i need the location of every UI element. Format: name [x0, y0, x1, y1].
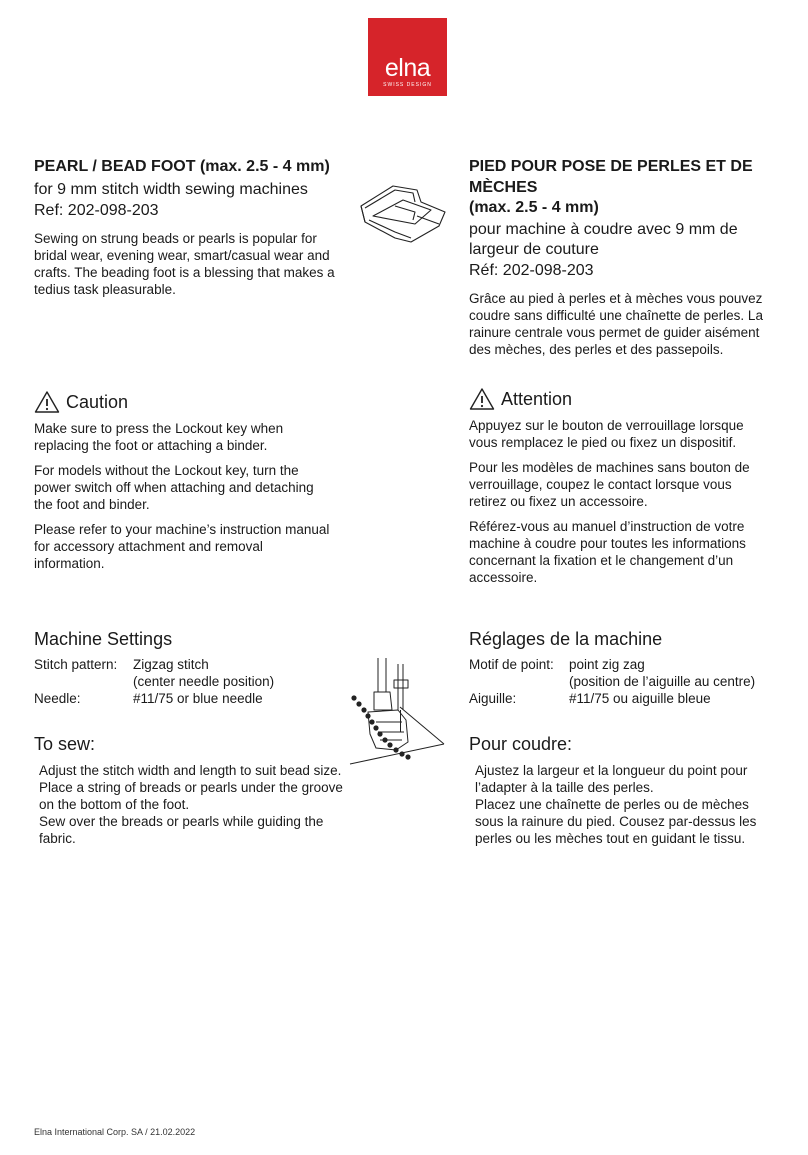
en-caution-heading — [34, 390, 128, 414]
fr-settings-table — [469, 656, 755, 707]
fr-title-size: (max. 2.5 - 4 mm) — [469, 199, 599, 216]
fr-stitch-label: Motif de point: — [469, 657, 554, 672]
fr-caution-title: Attention — [501, 389, 573, 409]
fr-sew-step: Ajustez la largeur et la longueur du point pour l’adapter à la taille des perles. — [475, 763, 748, 795]
fr-intro: Grâce au pied à perles et à mèches vous pouvez coudre sans difficulté une chaînette de perles. La rainure centrale vous permet de guider aisément des mèches, des perles et des passepoils. — [469, 291, 763, 357]
en-settings-title: Machine Settings — [34, 629, 173, 649]
fr-subtitle: pour machine à coudre avec 9 mm de largeur de couture — [469, 221, 738, 258]
en-needle-label: Needle: — [34, 691, 81, 706]
fr-stitch-value: point zig zag — [569, 657, 645, 672]
pearl-foot-illustration — [355, 180, 450, 250]
en-title: PEARL / BEAD FOOT (max. 2.5 - 4 mm) — [34, 158, 330, 175]
footer-text: Elna International Corp. SA / 21.02.2022 — [34, 1127, 196, 1137]
fr-caution-paragraph: Pour les modèles de machines sans bouton de verrouillage, coupez le contact lorsque vous retirez ou fixez un accessoire. — [469, 460, 750, 509]
en-stitch-label: Stitch pattern: — [34, 657, 118, 672]
fr-sew-steps — [475, 762, 770, 847]
logo-word: elna — [384, 54, 431, 82]
en-settings-table — [34, 656, 274, 707]
en-stitch-value: Zigzag stitch — [133, 657, 209, 672]
fr-settings-title: Réglages de la machine — [469, 629, 663, 649]
en-caution-paragraph: Please refer to your machine’s instruction manual for accessory attachment and removal information. — [34, 522, 330, 571]
fr-needle-value: #11/75 ou aiguille bleue — [569, 691, 711, 706]
fr-title: PIED POUR POSE DE PERLES ET DE MÈCHES — [469, 158, 753, 196]
en-stitch-note: (center needle position) — [133, 674, 275, 689]
fr-caution-paragraph: Appuyez sur le bouton de verrouillage lorsque vous remplacez le pied ou fixez un dispositif. — [469, 418, 744, 450]
fr-needle-label: Aiguille: — [469, 691, 517, 706]
en-caution-body — [34, 420, 334, 580]
en-caution-title: Caution — [66, 392, 129, 412]
en-sew-step: Sew over the breads or pearls while guiding the fabric. — [39, 814, 324, 846]
en-sew-title: To sew: — [34, 734, 96, 754]
en-sew-step: Adjust the stitch width and length to suit bead size. — [39, 763, 342, 778]
en-caution-paragraph: For models without the Lockout key, turn the power switch off when attaching and detaching the foot and binder. — [34, 463, 314, 512]
en-subtitle: for 9 mm stitch width sewing machines — [34, 181, 308, 198]
en-caution-paragraph: Make sure to press the Lockout key when replacing the foot or attaching a binder. — [34, 421, 284, 453]
fr-ref: Réf: 202-098-203 — [469, 262, 594, 279]
fr-caution-heading — [469, 387, 572, 411]
fr-sew-step: Placez une chaînette de perles ou de mèches sous la rainure du pied. Cousez par-dessus les perles ou les mèches tout en guidant le tissu. — [475, 797, 757, 846]
warning-triangle-icon — [34, 390, 60, 414]
fr-caution-body — [469, 417, 769, 594]
en-ref: Ref: 202-098-203 — [34, 202, 159, 219]
fr-sew-title: Pour coudre: — [469, 734, 573, 754]
elna-logo — [368, 18, 447, 96]
en-intro: Sewing on strung beads or pearls is popular for bridal wear, evening wear, smart/casual wear and crafts. The beading foot is a blessing that makes a tedius task pleasurable. — [34, 231, 335, 297]
logo-tagline: SWISS DESIGN — [383, 82, 432, 88]
warning-triangle-icon — [469, 387, 495, 411]
fr-stitch-note: (position de l’aiguille au centre) — [569, 674, 756, 689]
fr-caution-paragraph: Référez-vous au manuel d’instruction de votre machine à coudre pour toutes les informations concernant la fixation et le changement d’un accessoire. — [469, 519, 746, 585]
en-needle-value: #11/75 or blue needle — [133, 691, 263, 706]
en-sew-steps — [39, 762, 344, 847]
en-sew-step: Place a string of breads or pearls under the groove on the bottom of the foot. — [39, 780, 343, 812]
sewing-illustration — [340, 652, 450, 767]
